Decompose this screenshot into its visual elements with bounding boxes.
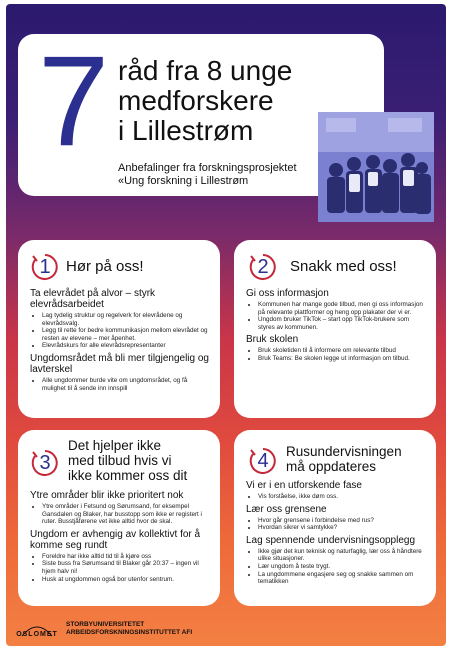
hero-title-line: medforskere — [118, 85, 274, 116]
section-heading: Vi er i en utforskende fase — [246, 480, 362, 491]
number-badge — [248, 252, 278, 282]
tip-card-3 — [18, 430, 220, 606]
section-heading: Ungdom er avhengig av kollektivt for å komme seg rundt — [30, 528, 201, 551]
logo-mark-text: OSLOMET — [16, 631, 58, 638]
list-item: • Siste buss fra Sørumsand til Blaker går 20:37 – ingen vil hjem halv ni! — [42, 560, 210, 575]
number-badge — [248, 446, 278, 476]
section-heading: Ungdomsrådet må bli mer tilgjengelig og lavterskel — [30, 352, 209, 375]
hero-number: 7 — [38, 30, 110, 173]
card-title-line: ikke kommer oss dit — [68, 468, 188, 483]
card-title — [290, 259, 397, 275]
bullet-list — [246, 493, 426, 501]
card-title-line: Rusundervisningen — [286, 444, 402, 459]
list-item: • Vis forståelse, ikke døm oss. — [258, 493, 426, 501]
list-item: • Lag tydelig struktur og regelverk for elevrådene og elevrådsvalg. — [42, 312, 210, 327]
list-item: • Husk at ungdommen også bor utenfor sentrum. — [42, 576, 210, 584]
hero-title — [118, 56, 338, 146]
logo-mark — [16, 616, 58, 644]
hero-title-line: råd fra 8 unge — [118, 55, 293, 86]
number-badge — [30, 448, 60, 478]
oslomet-wordmark-icon — [16, 616, 58, 642]
bullet-list — [246, 347, 426, 362]
section-heading: Lær oss grensene — [246, 503, 327, 515]
bullet-list — [30, 503, 210, 526]
hero-subtitle-line: «Ung forskning i Lillestrøm — [118, 175, 249, 187]
list-item: • Elevrådskurs for alle elevrådsrepresentanter — [42, 342, 210, 350]
card-title-line: Det hjelper ikke — [68, 438, 162, 453]
list-item: • Ungdom bruker TikTok – start opp TikTok-brukere som styres av kommunen. — [258, 316, 426, 331]
tip-card-1 — [18, 240, 220, 418]
list-item: • Bruk skoletiden til å informere om relevante tilbud — [258, 347, 426, 355]
list-item: • Lær ungdom å teste trygt. — [258, 563, 426, 571]
bullet-list — [30, 312, 210, 350]
list-item: • Ytre områder i Fetsund og Sørumsand, for eksempel Gansdalen og Blaker, har busstopp som ikke er registert i ruter. Busstjåførene vet ikke alltid hvor de skal. — [42, 503, 210, 526]
list-item: • La ungdommene engasjere seg og snakke sammen om tematikken — [258, 571, 426, 586]
logo-line: ARBEIDSFORSKNINGSINSTITUTTET AFI — [66, 629, 193, 636]
badge-number: 4 — [257, 450, 269, 472]
list-item: • Foreldre har ikke alltid tid til å kjøre oss — [42, 553, 210, 561]
card-title-line: Hør på oss! — [66, 258, 144, 275]
group-photo-illustration — [318, 112, 434, 222]
card-title-line: med tilbud hvis vi — [68, 453, 172, 468]
list-item: • Kommunen har mange gode tilbud, men gi oss informasjon på relevante plattformer og heng opp plakater der vi er. — [258, 301, 426, 316]
hero-subtitle-line: Anbefalinger fra forskningsprosjektet — [118, 162, 297, 174]
poster — [6, 4, 446, 646]
badge-number: 3 — [39, 452, 51, 474]
badge-number: 1 — [39, 256, 51, 278]
bullet-list — [246, 517, 426, 532]
card-title — [286, 444, 402, 474]
group-photo — [318, 112, 434, 222]
list-item: • Hvordan sikrer vi samtykke? — [258, 524, 426, 532]
list-item: • Legg til rette for bedre kommunikasjon mellom elevrådet og resten av elevene – mer åpenhet. — [42, 327, 210, 342]
list-item: • Hvor går grensene i forbindelse med rus? — [258, 517, 426, 525]
card-title — [66, 259, 144, 275]
section-heading: Gi oss informasjon — [246, 288, 329, 299]
card-title — [68, 438, 187, 483]
oslomet-logo — [16, 614, 260, 642]
logo-text — [66, 621, 192, 637]
card-body — [30, 490, 210, 586]
bullet-list — [246, 301, 426, 331]
badge-number: 2 — [257, 256, 269, 278]
list-item: • Ikke gjør det kun teknisk og naturfaglig, lær oss å håndtere ulike situasjoner. — [258, 548, 426, 563]
section-heading: Ta elevrådet på alvor – styrk elevrådsarbeidet — [30, 288, 156, 310]
hero-subtitle — [118, 162, 318, 188]
card-body — [246, 288, 426, 366]
bullet-list — [246, 548, 426, 586]
list-item: • Bruk Teams: Be skolen legge ut informasjon om tilbud. — [258, 355, 426, 363]
bullet-list — [30, 553, 210, 583]
tip-card-2 — [234, 240, 436, 418]
card-title-line: må oppdateres — [286, 459, 377, 474]
card-body — [30, 288, 210, 395]
card-body — [246, 480, 426, 589]
tip-card-4 — [234, 430, 436, 606]
section-heading: Bruk skolen — [246, 334, 299, 346]
bullet-list — [30, 377, 210, 392]
list-item: • Alle ungdommer burde vite om ungdomsrådet, og få mulighet til å sende inn innspill — [42, 377, 210, 392]
logo-line: STORBYUNIVERSITETET — [66, 621, 145, 628]
card-title-line: Snakk med oss! — [290, 258, 397, 275]
hero-title-line: i Lillestrøm — [118, 115, 254, 146]
number-badge — [30, 252, 60, 282]
section-heading: Ytre områder blir ikke prioritert nok — [30, 490, 184, 501]
section-heading: Lag spennende undervisningsopplegg — [246, 534, 416, 546]
